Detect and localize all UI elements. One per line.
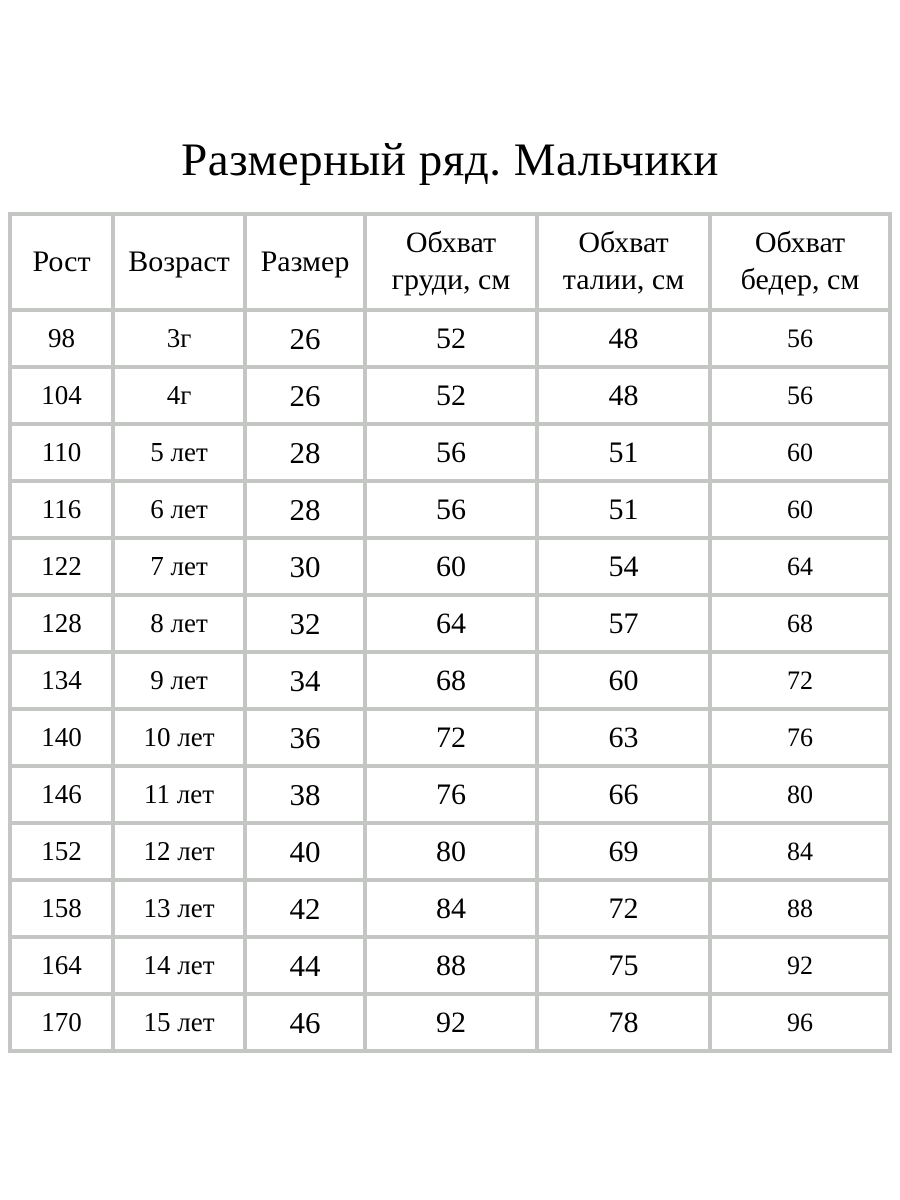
table-cell: 56 — [365, 481, 537, 538]
table-cell: 28 — [245, 424, 365, 481]
table-row — [10, 880, 890, 937]
table-row — [10, 766, 890, 823]
table-cell: 38 — [245, 766, 365, 823]
table-cell: 76 — [710, 709, 890, 766]
table-cell: 92 — [365, 994, 537, 1051]
table-cell: 7 лет — [113, 538, 245, 595]
table-cell: 11 лет — [113, 766, 245, 823]
table-cell: 60 — [365, 538, 537, 595]
table-cell: 51 — [537, 481, 710, 538]
table-cell: 152 — [10, 823, 113, 880]
table-cell: 88 — [365, 937, 537, 994]
table-cell: 96 — [710, 994, 890, 1051]
table-cell: 68 — [710, 595, 890, 652]
table-cell: 80 — [710, 766, 890, 823]
table-row — [10, 823, 890, 880]
header-row — [10, 214, 890, 310]
table-cell: 44 — [245, 937, 365, 994]
table-cell: 164 — [10, 937, 113, 994]
table-cell: 51 — [537, 424, 710, 481]
table-cell: 36 — [245, 709, 365, 766]
table-cell: 72 — [537, 880, 710, 937]
column-header-waist: Обхват талии, см — [537, 214, 710, 310]
table-cell: 60 — [710, 424, 890, 481]
table-cell: 84 — [365, 880, 537, 937]
table-cell: 84 — [710, 823, 890, 880]
table-cell: 4г — [113, 367, 245, 424]
table-cell: 56 — [710, 310, 890, 367]
table-cell: 64 — [365, 595, 537, 652]
table-row — [10, 937, 890, 994]
table-cell: 8 лет — [113, 595, 245, 652]
table-cell: 122 — [10, 538, 113, 595]
table-cell: 80 — [365, 823, 537, 880]
table-cell: 48 — [537, 367, 710, 424]
table-cell: 3г — [113, 310, 245, 367]
table-row — [10, 481, 890, 538]
table-cell: 110 — [10, 424, 113, 481]
table-row — [10, 367, 890, 424]
table-cell: 78 — [537, 994, 710, 1051]
table-cell: 6 лет — [113, 481, 245, 538]
table-cell: 66 — [537, 766, 710, 823]
table-cell: 26 — [245, 367, 365, 424]
table-cell: 116 — [10, 481, 113, 538]
table-cell: 48 — [537, 310, 710, 367]
table-cell: 60 — [710, 481, 890, 538]
table-cell: 5 лет — [113, 424, 245, 481]
column-header-height: Рост — [10, 214, 113, 310]
table-row — [10, 310, 890, 367]
table-cell: 52 — [365, 310, 537, 367]
table-cell: 140 — [10, 709, 113, 766]
table-cell: 28 — [245, 481, 365, 538]
page-title: Размерный ряд. Мальчики — [181, 134, 719, 186]
table-cell: 26 — [245, 310, 365, 367]
table-cell: 158 — [10, 880, 113, 937]
table-cell: 10 лет — [113, 709, 245, 766]
table-cell: 42 — [245, 880, 365, 937]
column-header-age: Возраст — [113, 214, 245, 310]
table-cell: 88 — [710, 880, 890, 937]
table-cell: 98 — [10, 310, 113, 367]
column-header-chest: Обхват груди, см — [365, 214, 537, 310]
table-cell: 128 — [10, 595, 113, 652]
table-cell: 170 — [10, 994, 113, 1051]
table-row — [10, 652, 890, 709]
table-cell: 46 — [245, 994, 365, 1051]
table-cell: 134 — [10, 652, 113, 709]
table-cell: 15 лет — [113, 994, 245, 1051]
table-cell: 104 — [10, 367, 113, 424]
table-cell: 9 лет — [113, 652, 245, 709]
table-cell: 54 — [537, 538, 710, 595]
table-row — [10, 994, 890, 1051]
table-body — [10, 310, 890, 1051]
table-cell: 92 — [710, 937, 890, 994]
table-cell: 68 — [365, 652, 537, 709]
table-cell: 63 — [537, 709, 710, 766]
column-header-hips: Обхват бедер, см — [710, 214, 890, 310]
table-cell: 146 — [10, 766, 113, 823]
size-table — [8, 212, 892, 1053]
table-cell: 32 — [245, 595, 365, 652]
table-cell: 34 — [245, 652, 365, 709]
table-row — [10, 424, 890, 481]
table-cell: 30 — [245, 538, 365, 595]
table-cell: 75 — [537, 937, 710, 994]
table-cell: 40 — [245, 823, 365, 880]
table-cell: 14 лет — [113, 937, 245, 994]
table-cell: 52 — [365, 367, 537, 424]
table-cell: 57 — [537, 595, 710, 652]
table-cell: 13 лет — [113, 880, 245, 937]
table-cell: 72 — [710, 652, 890, 709]
table-cell: 12 лет — [113, 823, 245, 880]
table-cell: 76 — [365, 766, 537, 823]
table-row — [10, 709, 890, 766]
table-cell: 64 — [710, 538, 890, 595]
table-cell: 72 — [365, 709, 537, 766]
table-cell: 60 — [537, 652, 710, 709]
table-cell: 69 — [537, 823, 710, 880]
column-header-size: Размер — [245, 214, 365, 310]
table-row — [10, 538, 890, 595]
table-cell: 56 — [365, 424, 537, 481]
table-row — [10, 595, 890, 652]
table-cell: 56 — [710, 367, 890, 424]
